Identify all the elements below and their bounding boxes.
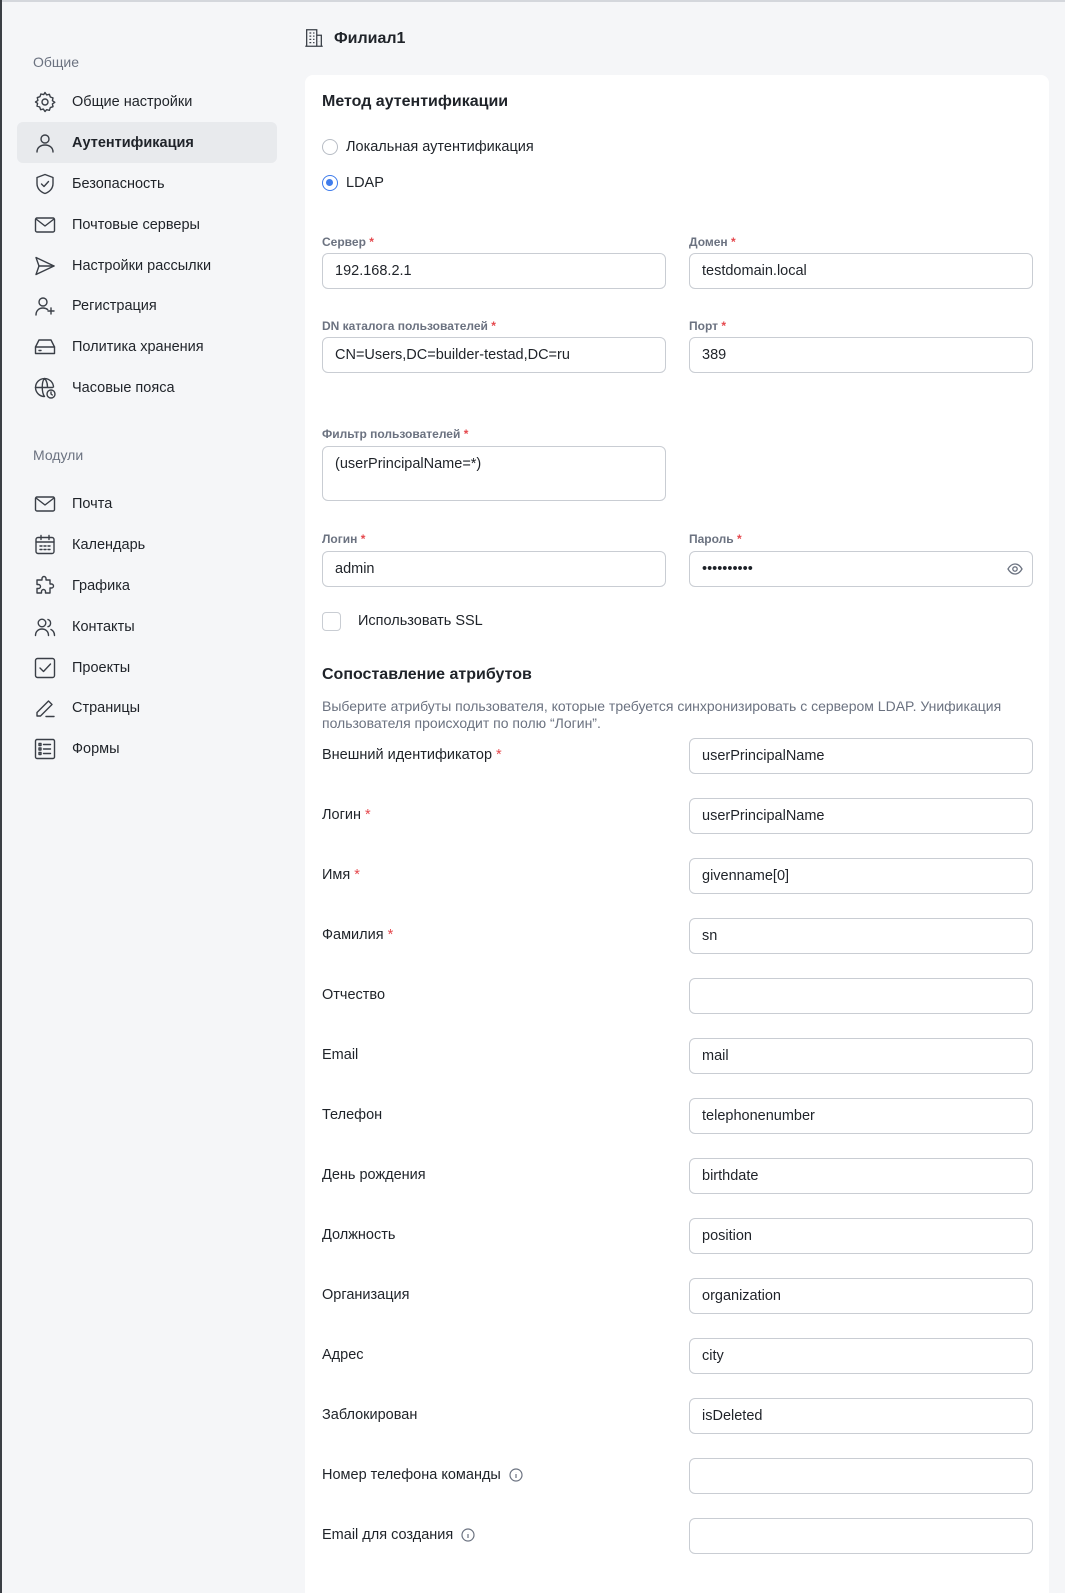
sidebar-item-label: Общие настройки — [72, 93, 193, 110]
sidebar-item-label: Политика хранения — [72, 338, 204, 355]
globe-clock-icon — [33, 376, 57, 400]
login-label: Логин * — [322, 532, 366, 546]
radio-local-auth-indicator[interactable] — [322, 139, 338, 155]
attribute-label: Номер телефона команды — [322, 1467, 523, 1483]
sidebar-item-time-zones[interactable] — [17, 367, 277, 408]
attribute-mapping-description: Выберите атрибуты пользователя, которые требуется синхронизировать с сервером LDAP. Унификация пользователя происходит по полю “Логин”. — [322, 698, 1002, 731]
password-label: Пароль * — [689, 532, 742, 546]
server-label: Сервер * — [322, 235, 374, 249]
sidebar-item-mail-servers[interactable] — [17, 204, 277, 245]
sidebar-item-registration[interactable] — [17, 285, 277, 326]
filter-label: Фильтр пользователей * — [322, 427, 469, 441]
attribute-label: Внешний идентификатор * — [322, 747, 502, 763]
attribute-mapping-title: Сопоставление атрибутов — [322, 666, 532, 683]
sidebar-item-pages[interactable] — [17, 687, 277, 728]
sidebar-item-mailing-settings[interactable] — [17, 245, 277, 286]
sidebar-item-security[interactable] — [17, 163, 277, 204]
attribute-input[interactable] — [689, 1218, 1033, 1254]
sidebar-item-contacts[interactable] — [17, 606, 277, 647]
sidebar-item-label: Графика — [72, 577, 130, 594]
sidebar-item-label: Почта — [72, 495, 113, 512]
port-input[interactable] — [689, 337, 1033, 373]
attribute-label: Адрес — [322, 1347, 364, 1363]
form-list-icon — [33, 737, 57, 761]
sidebar-item-general-settings[interactable] — [17, 81, 277, 122]
info-icon[interactable] — [509, 1468, 523, 1482]
sidebar-item-label: Безопасность — [72, 175, 165, 192]
port-label: Порт * — [689, 319, 727, 333]
password-field — [689, 551, 1033, 587]
attribute-label: Email для создания — [322, 1527, 475, 1543]
attribute-input[interactable] — [689, 1458, 1033, 1494]
page-header — [303, 26, 405, 52]
dn-input[interactable] — [322, 337, 666, 373]
attribute-label: Имя * — [322, 867, 360, 883]
attribute-input[interactable] — [689, 1398, 1033, 1434]
required-mark: * — [387, 927, 394, 943]
radio-ldap[interactable] — [322, 175, 384, 191]
users-icon — [33, 615, 57, 639]
sidebar-item-label: Календарь — [72, 536, 146, 553]
required-mark: * — [364, 807, 371, 823]
attribute-input[interactable] — [689, 918, 1033, 954]
sidebar-item-mail[interactable] — [17, 483, 277, 524]
attribute-label: Заблокирован — [322, 1407, 418, 1423]
attribute-input[interactable] — [689, 738, 1033, 774]
required-mark: * — [496, 747, 502, 763]
user-plus-icon — [33, 294, 57, 318]
domain-input[interactable] — [689, 253, 1033, 289]
radio-local-auth[interactable] — [322, 139, 534, 155]
attribute-label: Должность — [322, 1227, 396, 1243]
mail-icon — [33, 492, 57, 516]
ssl-checkbox[interactable] — [322, 612, 341, 631]
auth-method-title: Метод аутентификации — [322, 93, 509, 110]
sidebar — [2, 2, 292, 1593]
sidebar-item-calendar[interactable] — [17, 524, 277, 565]
ssl-label: Использовать SSL — [358, 613, 483, 629]
filter-textarea[interactable] — [322, 446, 666, 501]
calendar-icon — [33, 533, 57, 557]
pen-icon — [33, 696, 57, 720]
dn-label: DN каталога пользователей * — [322, 319, 496, 333]
attribute-input[interactable] — [689, 1038, 1033, 1074]
sidebar-item-storage-policy[interactable] — [17, 326, 277, 367]
sidebar-item-label: Контакты — [72, 618, 135, 635]
radio-ldap-label: LDAP — [346, 175, 384, 191]
attribute-label: Логин * — [322, 807, 371, 823]
building-icon — [303, 27, 325, 52]
attribute-input[interactable] — [689, 1518, 1033, 1554]
domain-label: Домен * — [689, 235, 736, 249]
sidebar-item-forms[interactable] — [17, 728, 277, 769]
page-title: Филиал1 — [334, 30, 406, 47]
sidebar-item-label: Страницы — [72, 699, 141, 716]
gear-icon — [33, 90, 57, 114]
attribute-input[interactable] — [689, 798, 1033, 834]
settings-card — [305, 75, 1049, 1593]
sidebar-group-modules-title: Модули — [33, 447, 84, 463]
attribute-label: Телефон — [322, 1107, 383, 1123]
sidebar-item-label: Часовые пояса — [72, 379, 175, 396]
sidebar-item-authentication[interactable] — [17, 122, 277, 163]
mail-icon — [33, 213, 57, 237]
eye-icon[interactable] — [1007, 561, 1023, 577]
sidebar-item-label: Формы — [72, 740, 120, 757]
send-icon — [33, 254, 57, 278]
sidebar-group-general-title: Общие — [33, 54, 80, 70]
sidebar-item-graphics[interactable] — [17, 565, 277, 606]
attribute-input[interactable] — [689, 1158, 1033, 1194]
attribute-input[interactable] — [689, 1278, 1033, 1314]
password-input[interactable] — [689, 551, 1033, 587]
required-mark: * — [354, 867, 360, 883]
sidebar-item-label: Регистрация — [72, 297, 157, 314]
radio-ldap-indicator[interactable] — [322, 175, 338, 191]
sidebar-item-label: Проекты — [72, 659, 131, 676]
radio-local-auth-label: Локальная аутентификация — [346, 139, 534, 155]
sidebar-item-label: Почтовые серверы — [72, 216, 200, 233]
attribute-label: Фамилия * — [322, 927, 394, 943]
user-icon — [33, 131, 57, 155]
attribute-label: Email — [322, 1047, 359, 1063]
attribute-input[interactable] — [689, 1098, 1033, 1134]
attribute-label: Организация — [322, 1287, 410, 1303]
sidebar-item-projects[interactable] — [17, 647, 277, 688]
puzzle-icon — [33, 574, 57, 598]
storage-icon — [33, 335, 57, 359]
attribute-label: Отчество — [322, 987, 386, 1003]
attribute-label: День рождения — [322, 1167, 426, 1183]
sidebar-item-label: Настройки рассылки — [72, 257, 212, 274]
sidebar-item-label: Аутентификация — [72, 134, 194, 151]
info-icon[interactable] — [461, 1528, 475, 1542]
attribute-input[interactable] — [689, 1338, 1033, 1374]
shield-icon — [33, 172, 57, 196]
attribute-input[interactable] — [689, 858, 1033, 894]
checkbox-icon — [33, 656, 57, 680]
server-input[interactable] — [322, 253, 666, 289]
login-input[interactable] — [322, 551, 666, 587]
attribute-input[interactable] — [689, 978, 1033, 1014]
